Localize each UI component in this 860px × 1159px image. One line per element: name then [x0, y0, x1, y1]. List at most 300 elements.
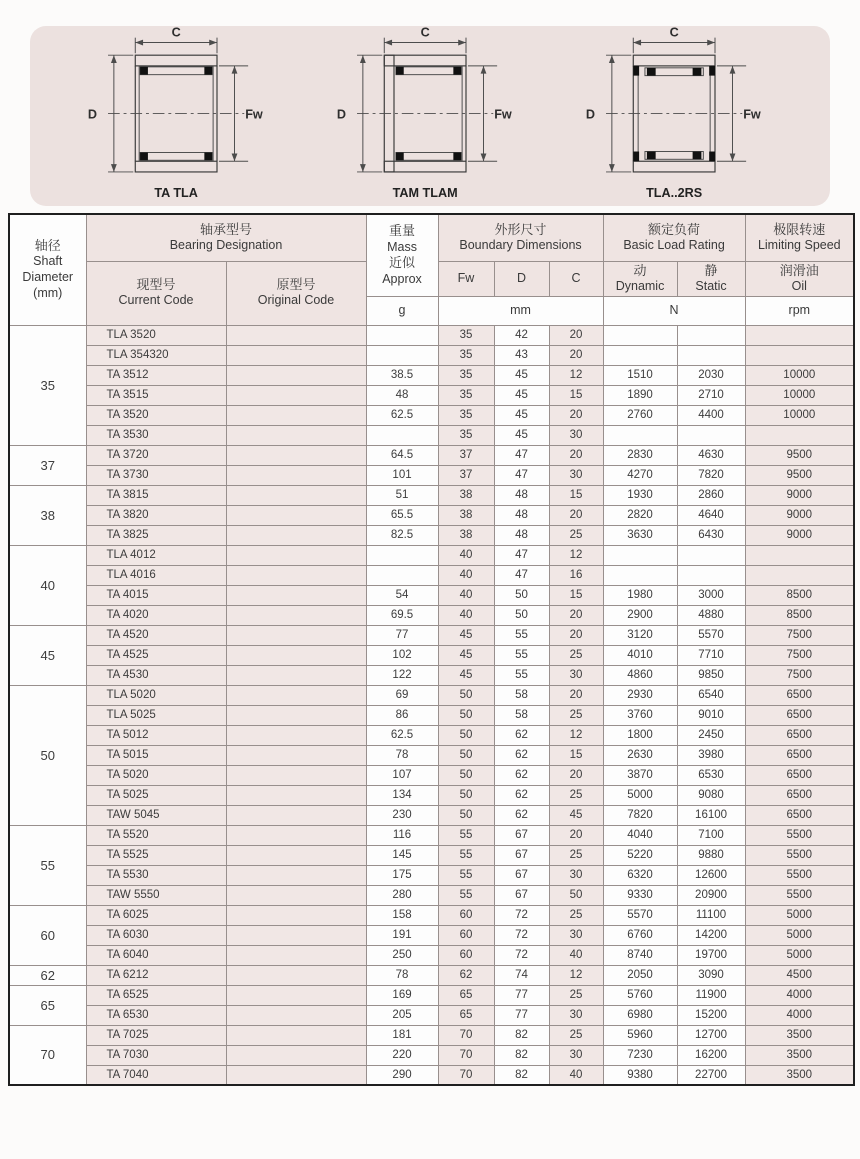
mass-cell: 134	[366, 785, 438, 805]
current-code-cell: TA 6040	[86, 945, 226, 965]
oil-speed-cell: 5000	[745, 945, 854, 965]
c-cell: 40	[549, 945, 603, 965]
shaft-diameter-cell: 65	[9, 985, 86, 1025]
table-row	[9, 1065, 854, 1085]
table-row	[9, 685, 854, 705]
static-load-cell: 2860	[677, 485, 745, 505]
static-load-cell	[677, 325, 745, 345]
current-code-cell: TA 7040	[86, 1065, 226, 1085]
c-cell: 20	[549, 325, 603, 345]
original-code-cell	[226, 585, 366, 605]
header-shaft-en1: Shaft	[33, 254, 63, 269]
dynamic-load-cell: 5960	[603, 1025, 677, 1045]
static-load-cell: 11900	[677, 985, 745, 1005]
current-code-cell: TA 5025	[86, 785, 226, 805]
table-row	[9, 705, 854, 725]
fw-cell: 50	[438, 745, 494, 765]
dynamic-load-cell: 5000	[603, 785, 677, 805]
original-code-cell	[226, 885, 366, 905]
oil-speed-cell: 6500	[745, 805, 854, 825]
shaft-diameter-cell: 40	[9, 545, 86, 625]
original-code-cell	[226, 625, 366, 645]
d-cell: 48	[494, 485, 549, 505]
mass-cell: 51	[366, 485, 438, 505]
d-cell: 47	[494, 565, 549, 585]
c-cell: 20	[549, 685, 603, 705]
bearing-diagram-panel	[30, 26, 830, 206]
fw-cell: 70	[438, 1025, 494, 1045]
header-load-en: Basic Load Rating	[623, 238, 725, 253]
oil-speed-cell: 7500	[745, 625, 854, 645]
static-load-cell: 7820	[677, 465, 745, 485]
current-code-cell: TLA 3520	[86, 325, 226, 345]
bearing-diagram-ta-tla	[76, 26, 286, 206]
current-code-cell: TA 3730	[86, 465, 226, 485]
c-cell: 25	[549, 985, 603, 1005]
mass-cell: 86	[366, 705, 438, 725]
shaft-diameter-cell: 35	[9, 325, 86, 445]
table-row	[9, 785, 854, 805]
oil-speed-cell	[745, 565, 854, 585]
current-code-cell: TAW 5045	[86, 805, 226, 825]
original-code-cell	[226, 1065, 366, 1085]
static-load-cell: 19700	[677, 945, 745, 965]
d-cell: 77	[494, 985, 549, 1005]
fw-cell: 38	[438, 505, 494, 525]
current-code-cell: TA 4015	[86, 585, 226, 605]
d-cell: 48	[494, 525, 549, 545]
header-static-en: Static	[695, 278, 727, 293]
oil-speed-cell: 7500	[745, 645, 854, 665]
dynamic-load-cell: 2930	[603, 685, 677, 705]
dynamic-load-cell: 1930	[603, 485, 677, 505]
d-cell: 67	[494, 845, 549, 865]
c-cell: 40	[549, 1065, 603, 1085]
header-mass-zh: 重量	[389, 223, 416, 239]
fw-cell: 55	[438, 865, 494, 885]
original-code-cell	[226, 325, 366, 345]
mass-cell: 62.5	[366, 725, 438, 745]
d-cell: 42	[494, 325, 549, 345]
table-row	[9, 565, 854, 585]
shaft-diameter-cell: 70	[9, 1025, 86, 1085]
static-load-cell: 16200	[677, 1045, 745, 1065]
oil-speed-cell: 9500	[745, 465, 854, 485]
dim-c-label: C	[669, 26, 680, 40]
mass-cell: 280	[366, 885, 438, 905]
c-cell: 25	[549, 905, 603, 925]
dynamic-load-cell: 7820	[603, 805, 677, 825]
current-code-cell: TA 5530	[86, 865, 226, 885]
table-row	[9, 345, 854, 365]
fw-cell: 37	[438, 465, 494, 485]
shaft-diameter-cell: 62	[9, 965, 86, 985]
dynamic-load-cell: 1800	[603, 725, 677, 745]
mass-cell: 69.5	[366, 605, 438, 625]
mass-cell: 175	[366, 865, 438, 885]
header-mass-en: Mass	[387, 239, 417, 254]
mass-cell: 220	[366, 1045, 438, 1065]
current-code-cell: TA 5012	[86, 725, 226, 745]
table-row	[9, 845, 854, 865]
original-code-cell	[226, 785, 366, 805]
fw-cell: 65	[438, 985, 494, 1005]
dynamic-load-cell: 3870	[603, 765, 677, 785]
mass-cell	[366, 565, 438, 585]
oil-speed-cell: 4500	[745, 965, 854, 985]
original-code-cell	[226, 505, 366, 525]
fw-cell: 40	[438, 545, 494, 565]
current-code-cell: TA 6530	[86, 1005, 226, 1025]
header-boundary-dimensions	[438, 214, 603, 261]
fw-cell: 38	[438, 525, 494, 545]
header-oil	[745, 261, 854, 296]
static-load-cell: 7100	[677, 825, 745, 845]
header-speed-en: Limiting Speed	[757, 238, 841, 253]
mass-cell: 169	[366, 985, 438, 1005]
c-cell: 45	[549, 805, 603, 825]
d-cell: 74	[494, 965, 549, 985]
original-code-cell	[226, 865, 366, 885]
original-code-cell	[226, 1025, 366, 1045]
dynamic-load-cell	[603, 425, 677, 445]
mass-cell: 69	[366, 685, 438, 705]
header-d-label: D	[517, 270, 527, 285]
mass-cell: 101	[366, 465, 438, 485]
header-dynamic-en: Dynamic	[615, 278, 665, 293]
table-row	[9, 505, 854, 525]
c-cell: 30	[549, 465, 603, 485]
mass-cell: 205	[366, 1005, 438, 1025]
table-row	[9, 625, 854, 645]
dynamic-load-cell: 9380	[603, 1065, 677, 1085]
original-code-cell	[226, 445, 366, 465]
table-row	[9, 365, 854, 385]
current-code-cell: TA 3815	[86, 485, 226, 505]
static-load-cell: 3000	[677, 585, 745, 605]
current-code-cell: TA 3512	[86, 365, 226, 385]
dim-d-label: D	[586, 107, 596, 122]
dynamic-load-cell	[603, 565, 677, 585]
original-code-cell	[226, 905, 366, 925]
dynamic-load-cell: 5570	[603, 905, 677, 925]
mass-cell: 107	[366, 765, 438, 785]
static-load-cell: 11100	[677, 905, 745, 925]
fw-cell: 62	[438, 965, 494, 985]
fw-cell: 55	[438, 825, 494, 845]
fw-cell: 55	[438, 885, 494, 905]
static-load-cell: 9850	[677, 665, 745, 685]
oil-speed-cell: 3500	[745, 1025, 854, 1045]
table-row	[9, 985, 854, 1005]
original-code-cell	[226, 985, 366, 1005]
original-code-cell	[226, 405, 366, 425]
header-bearing-designation	[86, 214, 366, 261]
bearing-diagram-tla-2rs	[574, 26, 784, 206]
d-cell: 67	[494, 825, 549, 845]
mass-cell: 48	[366, 385, 438, 405]
dim-c-label: C	[171, 26, 181, 40]
c-cell: 15	[549, 485, 603, 505]
current-code-cell: TA 6525	[86, 985, 226, 1005]
current-code-cell: TLA 4016	[86, 565, 226, 585]
header-load-rating	[603, 214, 745, 261]
mass-cell: 230	[366, 805, 438, 825]
static-load-cell: 3090	[677, 965, 745, 985]
table-row	[9, 965, 854, 985]
table-row	[9, 465, 854, 485]
dynamic-load-cell: 6320	[603, 865, 677, 885]
mass-cell: 191	[366, 925, 438, 945]
original-code-cell	[226, 1045, 366, 1065]
dim-c-label: C	[420, 26, 430, 40]
static-load-cell: 9080	[677, 785, 745, 805]
dynamic-load-cell: 4860	[603, 665, 677, 685]
oil-speed-cell: 6500	[745, 785, 854, 805]
table-row	[9, 325, 854, 345]
c-cell: 25	[549, 1025, 603, 1045]
table-row	[9, 765, 854, 785]
dynamic-load-cell: 2820	[603, 505, 677, 525]
original-code-cell	[226, 525, 366, 545]
c-cell: 12	[549, 965, 603, 985]
mass-cell: 82.5	[366, 525, 438, 545]
current-code-cell: TA 3720	[86, 445, 226, 465]
dynamic-load-cell: 4010	[603, 645, 677, 665]
static-load-cell: 2450	[677, 725, 745, 745]
c-cell: 20	[549, 825, 603, 845]
oil-speed-cell	[745, 425, 854, 445]
current-code-cell: TLA 5020	[86, 685, 226, 705]
d-cell: 67	[494, 865, 549, 885]
bearing-table-body	[9, 325, 854, 1085]
original-code-cell	[226, 685, 366, 705]
oil-speed-cell: 9500	[745, 445, 854, 465]
oil-speed-cell: 10000	[745, 405, 854, 425]
d-cell: 67	[494, 885, 549, 905]
header-mass-approx-zh: 近似	[389, 255, 416, 271]
d-cell: 50	[494, 605, 549, 625]
static-load-cell: 16100	[677, 805, 745, 825]
dynamic-load-cell: 2830	[603, 445, 677, 465]
current-code-cell: TA 6030	[86, 925, 226, 945]
d-cell: 43	[494, 345, 549, 365]
original-code-cell	[226, 925, 366, 945]
c-cell: 15	[549, 385, 603, 405]
d-cell: 62	[494, 745, 549, 765]
table-row	[9, 485, 854, 505]
static-load-cell: 4630	[677, 445, 745, 465]
d-cell: 62	[494, 725, 549, 745]
current-code-cell: TAW 5550	[86, 885, 226, 905]
oil-speed-cell: 5000	[745, 925, 854, 945]
current-code-cell: TA 4525	[86, 645, 226, 665]
d-cell: 45	[494, 385, 549, 405]
current-code-cell: TA 5015	[86, 745, 226, 765]
c-cell: 20	[549, 405, 603, 425]
static-load-cell: 7710	[677, 645, 745, 665]
fw-cell: 65	[438, 1005, 494, 1025]
shaft-diameter-cell: 38	[9, 485, 86, 545]
current-code-cell: TA 3820	[86, 505, 226, 525]
oil-speed-cell: 5500	[745, 865, 854, 885]
fw-cell: 40	[438, 585, 494, 605]
dim-fw-label: Fw	[244, 107, 263, 122]
table-row	[9, 585, 854, 605]
d-cell: 48	[494, 505, 549, 525]
table-row	[9, 645, 854, 665]
table-row	[9, 445, 854, 465]
original-code-cell	[226, 565, 366, 585]
table-row	[9, 525, 854, 545]
table-row	[9, 545, 854, 565]
original-code-cell	[226, 965, 366, 985]
header-oil-zh: 润滑油	[779, 262, 819, 278]
header-current-code	[86, 261, 226, 325]
current-code-cell: TLA 5025	[86, 705, 226, 725]
header-designation-zh: 轴承型号	[200, 221, 253, 237]
mass-cell: 250	[366, 945, 438, 965]
current-code-cell: TLA 354320	[86, 345, 226, 365]
diagram-caption: TA TLA	[154, 186, 198, 201]
static-load-cell	[677, 545, 745, 565]
d-cell: 58	[494, 685, 549, 705]
c-cell: 25	[549, 785, 603, 805]
oil-speed-cell: 5000	[745, 905, 854, 925]
fw-cell: 35	[438, 365, 494, 385]
dynamic-load-cell: 4270	[603, 465, 677, 485]
fw-cell: 60	[438, 925, 494, 945]
static-load-cell: 6430	[677, 525, 745, 545]
d-cell: 62	[494, 785, 549, 805]
c-cell: 30	[549, 1045, 603, 1065]
table-row	[9, 665, 854, 685]
header-speed-zh: 极限转速	[773, 221, 826, 237]
current-code-cell: TA 3515	[86, 385, 226, 405]
oil-speed-cell: 9000	[745, 525, 854, 545]
original-code-cell	[226, 665, 366, 685]
current-code-cell: TA 3530	[86, 425, 226, 445]
c-cell: 25	[549, 645, 603, 665]
c-cell: 25	[549, 705, 603, 725]
dynamic-load-cell: 4040	[603, 825, 677, 845]
current-code-cell: TLA 4012	[86, 545, 226, 565]
static-load-cell: 12600	[677, 865, 745, 885]
oil-speed-cell: 4000	[745, 1005, 854, 1025]
fw-cell: 45	[438, 645, 494, 665]
header-designation-en: Bearing Designation	[169, 238, 283, 253]
header-current-code-en: Current Code	[118, 293, 194, 308]
header-shaft-zh: 轴径	[34, 238, 61, 254]
static-load-cell: 4880	[677, 605, 745, 625]
c-cell: 30	[549, 665, 603, 685]
c-cell: 20	[549, 505, 603, 525]
table-row	[9, 425, 854, 445]
original-code-cell	[226, 945, 366, 965]
current-code-cell: TA 7025	[86, 1025, 226, 1045]
dynamic-load-cell	[603, 325, 677, 345]
mass-cell: 102	[366, 645, 438, 665]
dynamic-load-cell	[603, 545, 677, 565]
c-cell: 25	[549, 845, 603, 865]
table-row	[9, 925, 854, 945]
oil-speed-cell: 3500	[745, 1065, 854, 1085]
header-fw-label: Fw	[457, 270, 475, 285]
c-cell: 12	[549, 725, 603, 745]
mass-cell: 65.5	[366, 505, 438, 525]
fw-cell: 50	[438, 685, 494, 705]
static-load-cell: 14200	[677, 925, 745, 945]
fw-cell: 70	[438, 1045, 494, 1065]
header-static	[677, 261, 745, 296]
original-code-cell	[226, 645, 366, 665]
table-row	[9, 385, 854, 405]
header-current-code-zh: 现型号	[136, 277, 176, 293]
c-cell: 12	[549, 365, 603, 385]
mass-cell	[366, 545, 438, 565]
header-shaft-diameter	[9, 214, 86, 325]
dynamic-load-cell: 9330	[603, 885, 677, 905]
mass-cell: 181	[366, 1025, 438, 1045]
header-limiting-speed	[745, 214, 854, 261]
c-cell: 50	[549, 885, 603, 905]
fw-cell: 40	[438, 605, 494, 625]
diagram-caption: TLA..2RS	[646, 186, 703, 201]
current-code-cell: TA 5525	[86, 845, 226, 865]
header-original-code-zh: 原型号	[276, 277, 316, 293]
current-code-cell: TA 4020	[86, 605, 226, 625]
d-cell: 82	[494, 1045, 549, 1065]
original-code-cell	[226, 745, 366, 765]
static-load-cell	[677, 345, 745, 365]
oil-speed-cell	[745, 325, 854, 345]
static-load-cell: 15200	[677, 1005, 745, 1025]
header-dynamic	[603, 261, 677, 296]
oil-speed-cell: 6500	[745, 685, 854, 705]
current-code-cell: TA 3520	[86, 405, 226, 425]
fw-cell: 38	[438, 485, 494, 505]
header-mass	[366, 214, 438, 296]
fw-cell: 60	[438, 905, 494, 925]
d-cell: 58	[494, 705, 549, 725]
c-cell: 15	[549, 585, 603, 605]
header-original-code	[226, 261, 366, 325]
mass-cell	[366, 325, 438, 345]
dynamic-load-cell: 3120	[603, 625, 677, 645]
fw-cell: 50	[438, 785, 494, 805]
d-cell: 45	[494, 365, 549, 385]
static-load-cell: 9880	[677, 845, 745, 865]
c-cell: 30	[549, 925, 603, 945]
header-d	[494, 261, 549, 296]
fw-cell: 35	[438, 405, 494, 425]
dynamic-load-cell: 1510	[603, 365, 677, 385]
current-code-cell: TA 5520	[86, 825, 226, 845]
fw-cell: 50	[438, 725, 494, 745]
mass-cell: 77	[366, 625, 438, 645]
oil-speed-cell: 6500	[745, 765, 854, 785]
fw-cell: 35	[438, 385, 494, 405]
original-code-cell	[226, 1005, 366, 1025]
d-cell: 47	[494, 445, 549, 465]
shaft-diameter-cell: 60	[9, 905, 86, 965]
d-cell: 55	[494, 645, 549, 665]
static-load-cell: 2710	[677, 385, 745, 405]
table-row	[9, 885, 854, 905]
shaft-diameter-cell: 45	[9, 625, 86, 685]
header-c	[549, 261, 603, 296]
bearing-table	[8, 213, 855, 1086]
